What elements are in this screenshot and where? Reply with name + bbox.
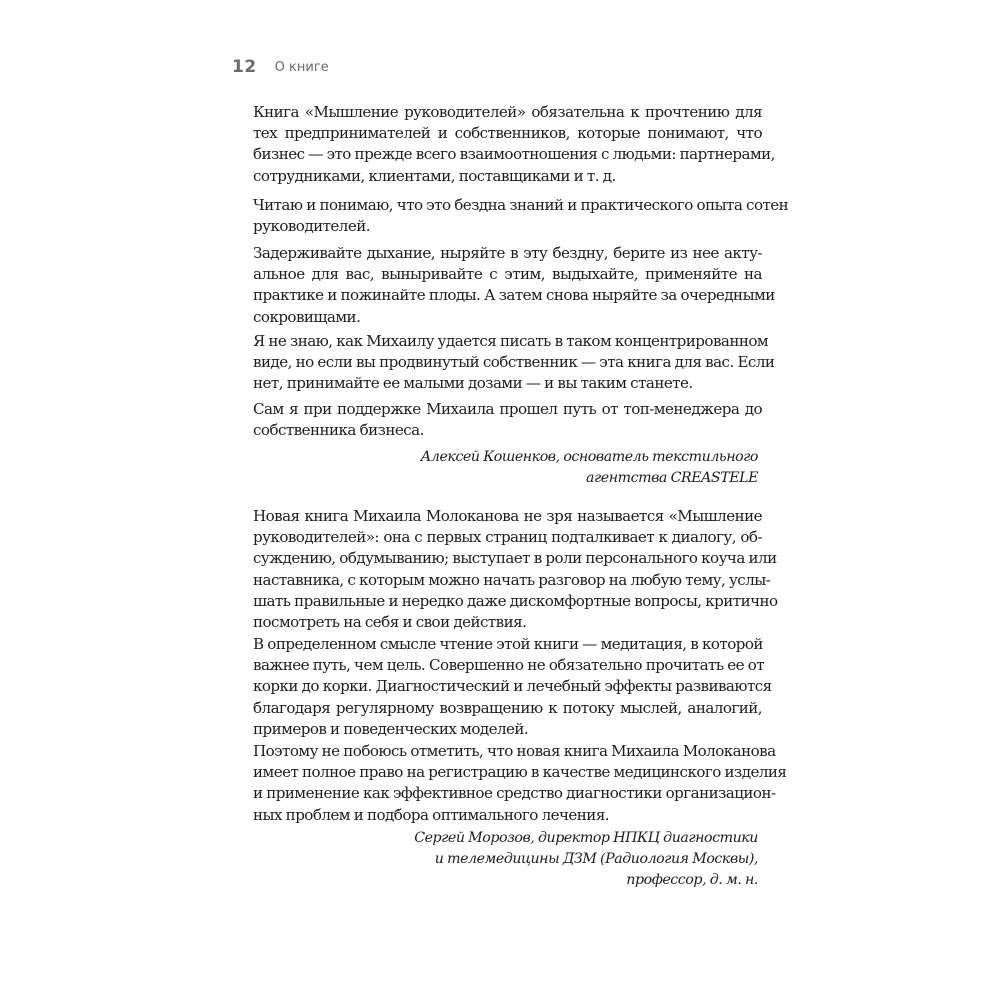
text-line: Сам я при поддержке Михаила прошел путь от топ-менеджера до bbox=[253, 400, 762, 418]
text-line: Поэтому не побоюсь отметить, что новая книга Михаила Молоканова bbox=[253, 742, 776, 760]
signature-line: агентства CREASTELE bbox=[586, 470, 758, 486]
page-number: 12 bbox=[232, 57, 257, 77]
text-line: собственника бизнеса. bbox=[253, 421, 424, 440]
text-line: практике и пожинайте плоды. А затем снова ныряйте за очередными bbox=[253, 286, 775, 305]
text-line: сотрудниками, клиентами, поставщиками и т. д. bbox=[253, 166, 616, 185]
paragraph bbox=[253, 102, 775, 187]
signature-line: профессор, д. м. н. bbox=[626, 872, 758, 888]
text-line: примеров и поведенческих моделей. bbox=[253, 719, 529, 738]
text-line: Новая книга Михаила Молоканова не зря называется «Мышление bbox=[253, 507, 762, 525]
paragraph bbox=[253, 506, 778, 633]
text-line: Читаю и понимаю, что это бездна знаний и практического опыта сотен bbox=[253, 196, 789, 214]
signature-line: Алексей Кошенков, основатель текстильного bbox=[420, 449, 758, 465]
running-head: О книге bbox=[274, 59, 329, 75]
text-line: бизнес — это прежде всего взаимоотношения с людьми: партнерами, bbox=[253, 145, 775, 164]
paragraph bbox=[253, 243, 775, 328]
review-1-signature bbox=[253, 447, 762, 489]
text-line: нет, принимайте ее малыми дозами — и вы таким станете. bbox=[253, 374, 693, 393]
page-header bbox=[232, 56, 329, 78]
signature-line: Сергей Морозов, директор НПКЦ диагностики bbox=[414, 830, 758, 846]
text-line: Задерживайте дыхание, ныряйте в эту бездну, берите из нее акту- bbox=[253, 244, 762, 262]
text-line: имеет полное право на регистрацию в качестве медицинского изделия bbox=[253, 763, 787, 782]
text-line: и применение как эффективное средство диагностики организацион- bbox=[253, 784, 776, 803]
paragraph bbox=[253, 399, 762, 441]
text-line: тех предпринимателей и собственников, которые понимают, что bbox=[253, 124, 762, 143]
paragraph bbox=[253, 741, 787, 826]
text-line: благодаря регулярному возвращению к потоку мыслей, аналогий, bbox=[253, 698, 762, 717]
text-line: Книга «Мышление руководителей» обязательна к прочтению для bbox=[253, 103, 762, 121]
text-line: посмотреть на себя и свои действия. bbox=[253, 613, 527, 632]
text-line: В определенном смысле чтение этой книги — медитация, в которой bbox=[253, 635, 763, 653]
signature-line: и телемедицины ДЗМ (Радиология Москвы), bbox=[434, 851, 758, 867]
paragraph bbox=[253, 331, 775, 395]
text-line: виде, но если вы продвинутый собственник — эта книга для вас. Если bbox=[253, 353, 775, 372]
review-2-signature bbox=[253, 828, 762, 891]
text-line: руководителей»: она с первых страниц подталкивает к диалогу, об- bbox=[253, 528, 762, 547]
paragraph bbox=[253, 195, 789, 237]
text-line: ных проблем и подбора оптимального лечения. bbox=[253, 805, 610, 824]
text-line: наставника, с которым можно начать разговор на любую тему, услы- bbox=[253, 570, 771, 589]
text-line: сокровищами. bbox=[253, 307, 361, 326]
text-line: суждению, обдумыванию; выступает в роли персонального коуча или bbox=[253, 549, 777, 568]
text-line: корки до корки. Диагностический и лечебный эффекты развиваются bbox=[253, 677, 772, 696]
text-line: шать правильные и нередко даже дискомфортные вопросы, критично bbox=[253, 591, 778, 610]
paragraph bbox=[253, 634, 772, 740]
text-line: альное для вас, выныривайте с этим, выдыхайте, применяйте на bbox=[253, 265, 762, 284]
text-line: руководителей. bbox=[253, 217, 370, 236]
text-line: важнее путь, чем цель. Совершенно не обязательно прочитать ее от bbox=[253, 656, 765, 675]
text-line: Я не знаю, как Михаилу удается писать в таком концентрированном bbox=[253, 332, 769, 350]
